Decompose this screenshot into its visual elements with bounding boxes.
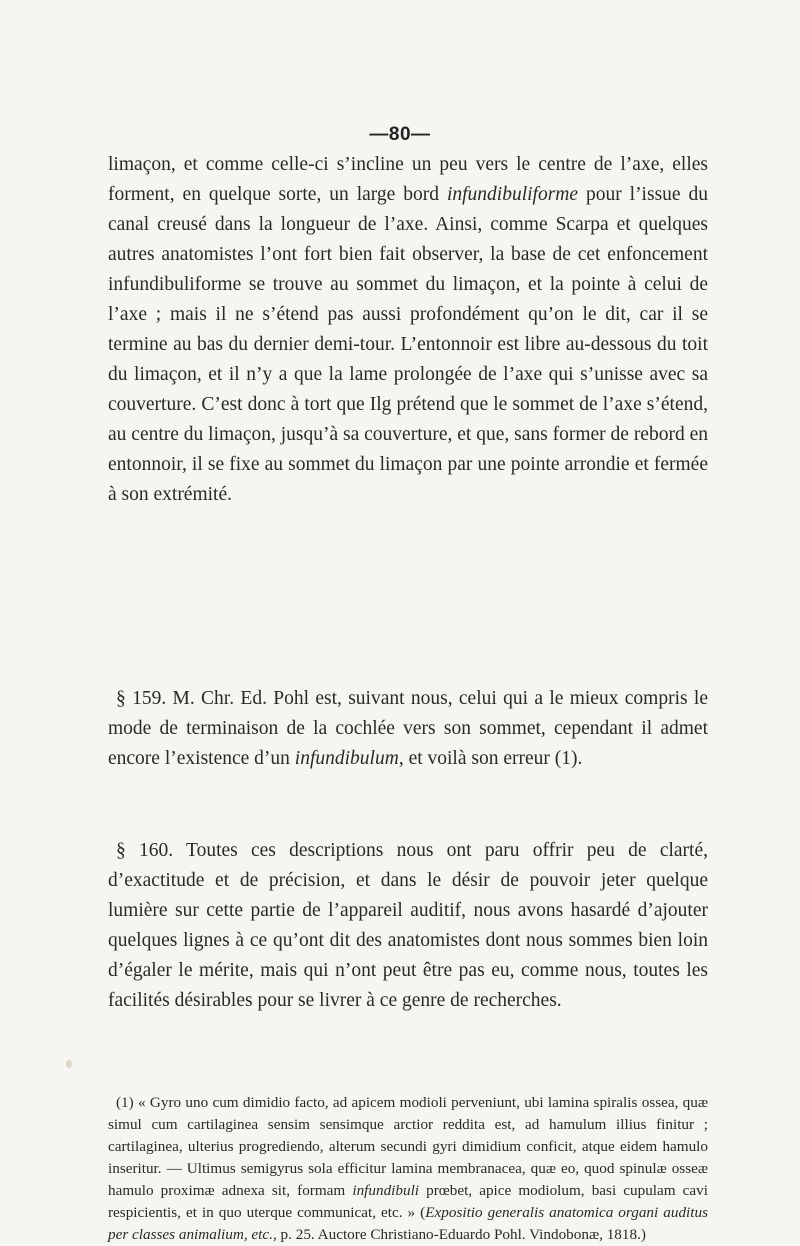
- paragraph-text: limaçon, et comme celle-ci s’incline un peu vers le centre de l’axe, elles forment, en quelque sorte, un large bord: [108, 154, 708, 205]
- paragraph-limacon: [108, 150, 708, 510]
- footnote-italic: infundibuli: [352, 1182, 420, 1199]
- paragraph-text: , et voilà son erreur (1).: [398, 748, 583, 769]
- footnote-citation-title: Expositio generalis anatomica organi auditus per classes animalium, etc.: [108, 1204, 708, 1243]
- footnote-text: prœbet, apice modiolum, basi cupulam cavi respicientis, et in quo uterque communicat, etc. » (: [108, 1182, 708, 1221]
- paper-stain: [66, 1060, 72, 1068]
- paragraph-section-160: § 160. Toutes ces descriptions nous ont paru offrir peu de clarté, d’exactitude et de précision, et dans le désir de pouvoir jeter quelque lumière sur cette partie de l’appareil auditif, nous avons hasardé d’ajouter quelques lignes à ce qu’ont dit des anatomistes dont nous sommes bien loin d’égaler le mérite, mais qui n’ont peut être pas eu, comme nous, toutes les facilités désirables pour se livrer à ce genre de recherches.: [108, 840, 708, 1011]
- paragraph-text: pour l’issue du canal creusé dans la longueur de l’axe. Ainsi, comme Scarpa et quelques autres anatomistes l’ont fort bien fait observer, la base de cet enfoncement infundibuliforme se trouve au sommet du limaçon, et la pointe à celui de l’axe ; mais il ne s’étend pas aussi profondément qu’on le dit, car il se termine au bas du dernier demi-tour. L’entonnoir est libre au-dessous du toit du limaçon, et il n’y a que la lame prolongée de l’axe qui s’unisse avec sa couverture. C’est donc à tort que Ilg prétend que le sommet de l’axe s’étend, au centre du limaçon, jusqu’à sa couverture, et que, sans former de rebord en entonnoir, il se fixe au sommet du limaçon par une pointe arrondie et fermée à son extrémité.: [108, 184, 708, 505]
- footnote: [108, 1092, 708, 1246]
- footnote-text: (1) « Gyro uno cum dimidio facto, ad apicem modioli perveniunt, ubi lamina spiralis ossea, quæ simul cum cartilaginea sensim sensimque arctior reddita est, ad hamulum illius finitur ; cartilaginea, ulterius progrediendo, alterum secundi gyri dimidium conficit, atque eidem hamulo inseritur. — Ultimus semigyrus sola efficitur lamina membranacea, quæ eo, quod spinulæ osseæ hamulo proximæ adnexa sit, formam: [108, 1094, 708, 1199]
- paragraph-section-159: [108, 684, 708, 774]
- italic-term: infundibulum: [294, 748, 399, 769]
- paragraph-text: § 159. M. Chr. Ed. Pohl est, suivant nous, celui qui a le mieux compris le mode de terminaison de la cochlée vers son sommet, cependant il admet encore l’existence d’un: [108, 688, 708, 769]
- footnote-text: , p. 25. Auctore Christiano-Eduardo Pohl. Vindobonæ, 1818.): [272, 1226, 646, 1243]
- page-number: —80—: [369, 124, 431, 145]
- italic-term: infundibuliforme: [446, 184, 579, 205]
